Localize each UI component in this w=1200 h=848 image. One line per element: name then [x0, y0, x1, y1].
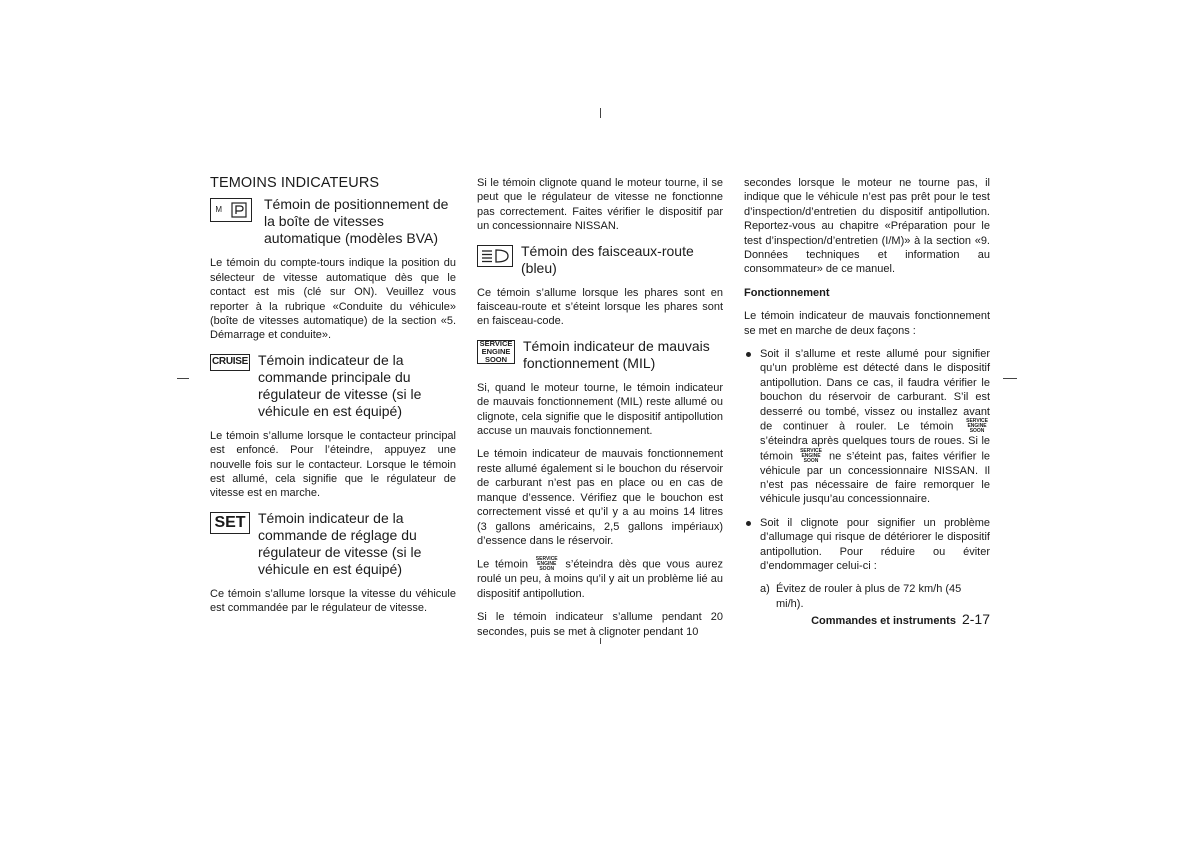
indicator-entry-cruise [210, 352, 456, 420]
text-part: s’éteindra après quelques tours de roues. Si le témoin [760, 435, 990, 462]
headlight-icon [480, 248, 510, 264]
text-part: Le témoin [477, 558, 529, 571]
icon-line: SOON [484, 354, 508, 364]
column-2 [477, 176, 723, 648]
indicator-entry-high-beam [477, 243, 723, 277]
text-part: Soit il s’allume et reste allumé pour signifier qu’un problème est détecté dans le dispositif antipollution. Dans ce cas, il faudra vérifier le bouchon du réservoir de carburant. S’il est desserré ou tombé, vissez ou installez avant de continuer à rouler. Le témoin [760, 348, 990, 433]
bullet-item: Soit il clignote pour signifier un problème d’allumage qui risque de détériorer le dispositif antipollution. Pour réduire ou éviter d’endommager celui-ci : [744, 516, 990, 574]
sub-item [744, 582, 990, 611]
paragraph: Le témoin indicateur de mauvais fonctionnement se met en marche de deux façons : [744, 310, 990, 337]
indicator-title: Témoin indicateur de la commande principale du régulateur de vitesse (si le véhicule en est équipé) [258, 351, 422, 419]
paragraph: Le témoin s’allume lorsque le contacteur principal est enfoncé. Pour l’éteindre, appuyez une nouvelle fois sur le contacteur. Lorsque le témoin est allumé, cela signifie que le régulateur de vitesse est en marche. [210, 429, 456, 500]
paragraph [477, 557, 723, 601]
column-3 [744, 176, 990, 611]
high-beam-icon [477, 245, 513, 267]
sub-item-label: a) [760, 583, 770, 596]
paragraph: Le témoin du compte-tours indique la position du sélecteur de vitesse automatique dès que le contact est mis (clé sur ON). Veuillez vous reporter à la rubrique «Conduite du véhicule» (boîte de vitesses automatique) de la section «5. Démarrage et conduite». [210, 257, 456, 342]
paragraph: Ce témoin s’allume lorsque la vitesse du véhicule est commandée par le régulateur de vitesse. [210, 587, 456, 615]
paragraph: Si le témoin clignote quand le moteur tourne, il se peut que le régulateur de vitesse ne fonctionne pas correctement. Faites vérifier le dispositif par un concessionnaire NISSAN. [477, 177, 723, 233]
paragraph: Si, quand le moteur tourne, le témoin indicateur de mauvais fonctionnement (MIL) reste allumé ou clignote, cela signifie que le dispositif antipollution accuse un mauvais fonctionnement. [477, 381, 723, 438]
service-engine-soon-icon [477, 340, 515, 364]
park-selector-icon [231, 202, 247, 218]
section-title: TEMOINS INDICATEURS [210, 175, 380, 191]
transmission-position-icon [210, 198, 252, 222]
top-center-mark [600, 108, 601, 118]
indicator-title: Témoin indicateur de mauvais fonctionnement (MIL) [523, 337, 710, 371]
page-number: 2-17 [961, 611, 990, 627]
indicator-title: Témoin indicateur de la commande de réglage du régulateur de vitesse (si le véhicule en est équipé) [258, 509, 422, 577]
cruise-icon: CRUISE [210, 354, 250, 371]
paragraph: Si le témoin indicateur s’allume pendant 20 secondes, puis se met à clignoter pendant 10 [477, 611, 723, 638]
footer-section-title: Commandes et instruments [811, 615, 956, 627]
page-footer [811, 611, 990, 627]
indicator-entry-transmission [210, 196, 456, 247]
paragraph: Ce témoin s’allume lorsque les phares sont en faisceau-route et s’éteint lorsque les phares sont en faisceau-code. [477, 286, 723, 328]
sub-heading: Fonctionnement [744, 286, 830, 299]
bullet-item [744, 347, 990, 507]
column-1 [210, 176, 456, 625]
bullet-list [744, 347, 990, 573]
text-part: s’éteindra dès que vous aurez roulé un peu, à moins qu’il y ait un problème lié au dispositif antipollution. [477, 558, 723, 600]
service-engine-soon-icon: SERVICE ENGINE SOON [800, 447, 822, 464]
icon-line: ENGINE [481, 347, 511, 357]
indicator-entry-set [210, 510, 456, 578]
sub-item-text: Évitez de rouler à plus de 72 km/h (45 mi/h). [776, 583, 962, 610]
indicator-title: Témoin des faisceaux-route (bleu) [521, 242, 694, 276]
indicator-title: Témoin de positionnement de la boîte de vitesses automatique (modèles BVA) [264, 196, 449, 247]
icon-m-label: M [215, 205, 222, 215]
indicator-entry-mil [477, 338, 723, 372]
right-fold-mark [1003, 378, 1017, 379]
text-part: ne s’éteint pas, faites vérifier le véhicule par un concessionnaire NISSAN. Il n’est pas nécessaire de faire remorquer le véhicule jusqu’au concessionnaire. [760, 449, 991, 506]
service-engine-soon-icon: SERVICE ENGINE SOON [535, 556, 558, 573]
service-engine-soon-icon: SERVICE ENGINE SOON [966, 418, 988, 435]
paragraph: Le témoin indicateur de mauvais fonctionnement reste allumé également si le bouchon du réservoir de carburant n’est pas en place ou en cas de manque d’essence. Vérifiez que le bouchon est correctement vissé et qu’il y a au moins 14 litres (3 gallons américains, 2,5 gallons impériaux) d’essence dans le réservoir. [477, 448, 723, 547]
icon-line: SERVICE [479, 339, 513, 349]
paragraph: secondes lorsque le moteur ne tourne pas, il indique que le véhicule n’est pas prêt pour le test d’inspection/d’entretien du dispositif antipollution. Reportez-vous au chapitre «Préparation pour le test d’inspection/d’entretien (I/M)» à la section «9. Données techniques et information au consommateur» de ce manuel. [744, 177, 990, 276]
set-icon: SET [210, 512, 250, 534]
left-fold-mark [177, 378, 189, 379]
